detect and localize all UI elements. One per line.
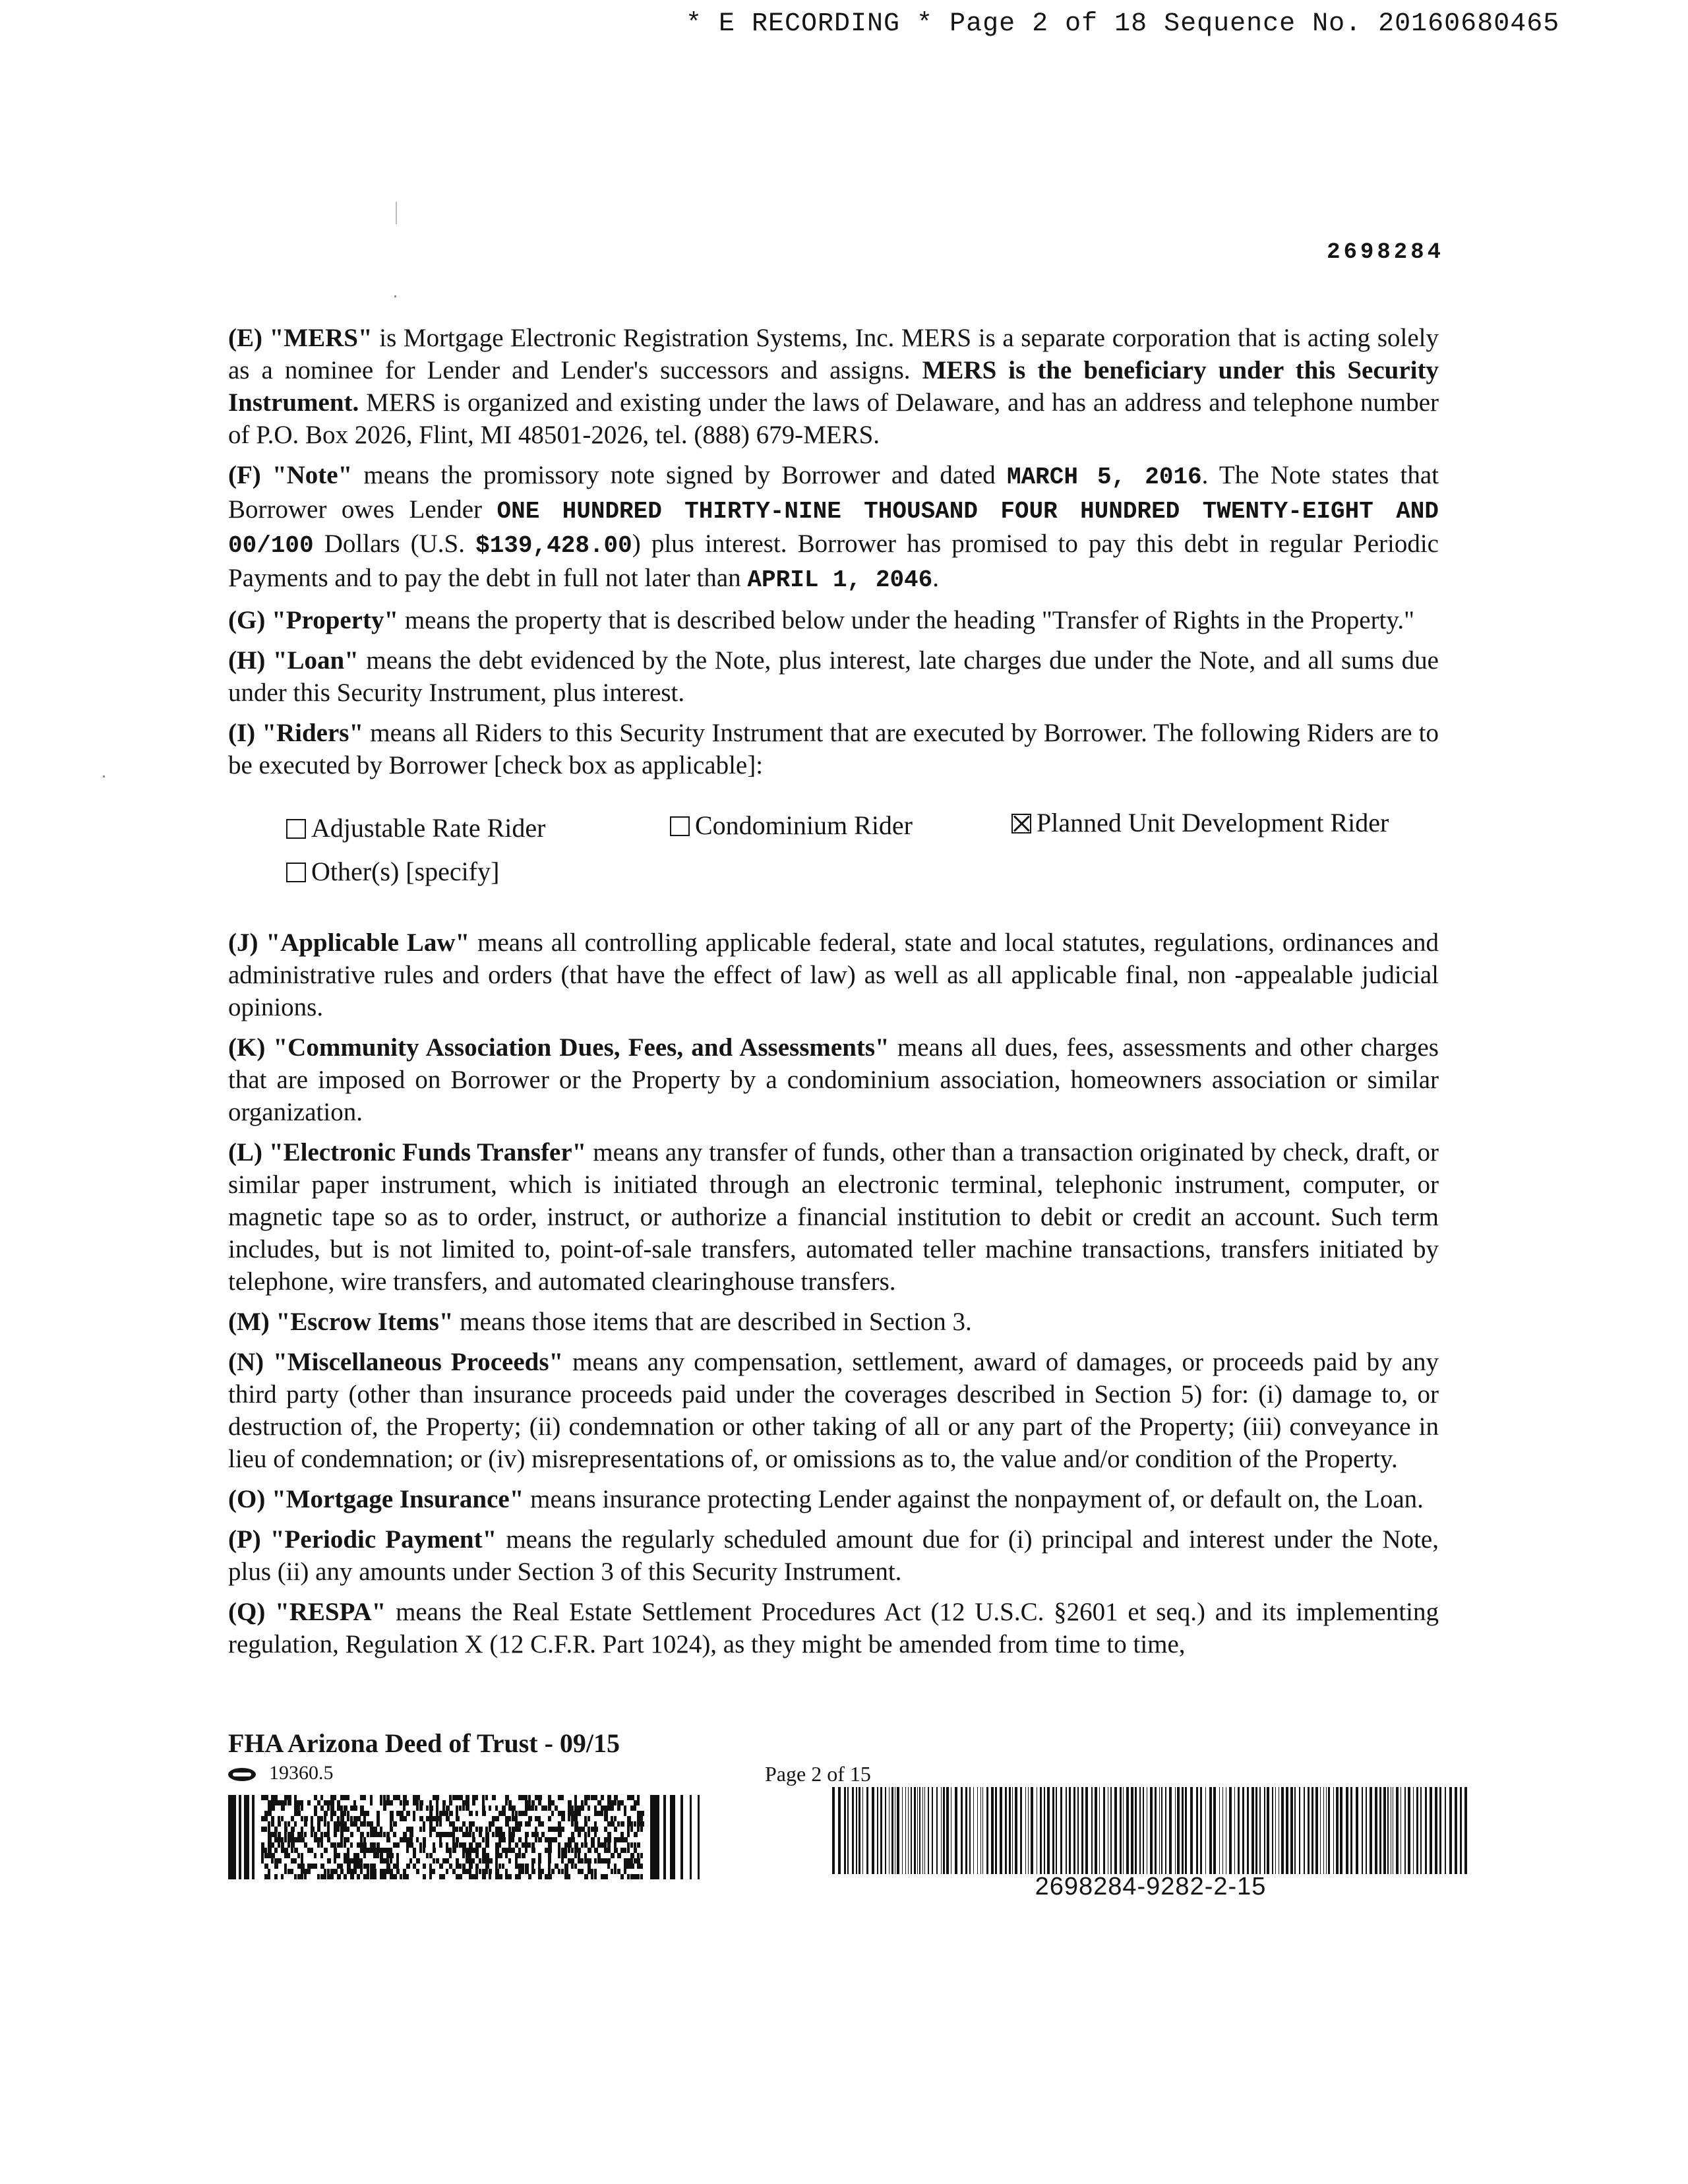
defined-term: "Note" (272, 461, 353, 489)
scan-speck (396, 202, 397, 224)
recording-header: * E RECORDING * Page 2 of 18 Sequence No. 20160680465 (686, 9, 1560, 39)
definition-q (228, 1596, 1439, 1660)
rider-planned-unit-development[interactable] (1011, 806, 1389, 839)
defined-term: "RESPA" (275, 1598, 386, 1626)
document-number: 2698284 (1327, 240, 1444, 265)
definition-text: means all controlling applicable federal, state and local statutes, regulations, ordinances and administrative rules and orders (that have the effect of law) as well as all applicable final, non -appealable judicial opinions. (228, 928, 1439, 1021)
definition-text: is Mortgage Electronic Registration Systems, Inc. MERS is a separate corporation that is acting solely as a nominee for Lender and Lender's successors and assigns. (228, 324, 1439, 384)
checkbox-icon[interactable] (670, 816, 690, 836)
definition-text: means any transfer of funds, other than a transaction originated by check, draft, or similar paper instrument, which is initiated through an electronic terminal, telephonic instrument, computer, or magnetic tape so as to order, instruct, or authorize a financial institution to debit or credit an account. Such term includes, but is not limited to, point-of-sale transfers, automated teller machine transactions, transfers initiated by telephone, wire transfers, and automated clearinghouse transfers. (228, 1138, 1439, 1296)
definition-text: Dollars (U.S. (313, 530, 476, 558)
definition-label: (Q) (228, 1598, 276, 1626)
definition-label: (P) (228, 1525, 270, 1554)
definition-label: (E) (228, 324, 270, 352)
maturity-date: APRIL 1, 2046 (747, 566, 933, 593)
defined-term: "MERS" (269, 324, 373, 352)
definition-text: means the Real Estate Settlement Procedures Act (12 U.S.C. §2601 et seq.) and its implementing regulation, Regulation X (12 C.F.R. Part 1024), as they might be amended from time to time, (228, 1598, 1439, 1658)
rider-adjustable-rate[interactable] (286, 812, 545, 844)
defined-term: "Mortgage Insurance" (272, 1485, 524, 1513)
definition-j (228, 926, 1439, 1023)
defined-term: "Miscellaneous Proceeds" (273, 1348, 564, 1376)
scan-speck (394, 295, 396, 297)
defined-term: "Electronic Funds Transfer" (268, 1138, 587, 1167)
definition-text: MERS is organized and existing under the laws of Delaware, and has an address and telephone number of P.O. Box 2026, Flint, MI 48501-2026, tel. (888) 679-MERS. (228, 388, 1439, 449)
definition-text: means the promissory note signed by Borrower and dated (352, 461, 1007, 489)
definition-text: ) plus interest. Borrower has promised to pay this debt in regular Periodic Payments and to pay the debt in full not later than (228, 530, 1439, 592)
defined-term: "Applicable Law" (266, 928, 470, 957)
definition-text: means the debt evidenced by the Note, plus interest, late charges due under the Note, and all sums due under this Security Instrument, plus interest. (228, 646, 1439, 707)
rider-label: Adjustable Rate Rider (311, 813, 546, 843)
definition-n (228, 1346, 1439, 1475)
definition-text: means the property that is described below under the heading "Transfer of Rights in the Property." (398, 606, 1415, 634)
definition-bold-text: MERS is the beneficiary under this Security Instrument. (228, 356, 1439, 417)
loan-amount-figure: $139,428.00 (475, 532, 632, 559)
ellie-mae-logo-icon (228, 1768, 256, 1781)
riders-checklist (228, 808, 1439, 891)
definition-k (228, 1031, 1439, 1128)
definition-m (228, 1306, 1439, 1338)
definition-label: (K) (228, 1033, 274, 1062)
definition-text: means all dues, fees, assessments and other charges that are imposed on Borrower or the Property by a condominium association, homeowners association or similar organization. (228, 1033, 1439, 1126)
definition-text: means those items that are described in Section 3. (453, 1308, 972, 1336)
rider-label: Condominium Rider (695, 810, 913, 840)
defined-term: "Loan" (272, 646, 359, 675)
defined-term: "Escrow Items" (276, 1308, 454, 1336)
definition-i (228, 717, 1439, 781)
definition-label: (H) (228, 646, 273, 675)
definition-text: means any compensation, settlement, award of damages, or proceeds paid by any third party (other than insurance proceeds paid under the coverages described in Section 5) for: (i) damage to, or destruction of, the Property; (ii) condemnation or other taking of all or any part of the Property; (iii) conveyance in lieu of condemnation; or (iv) misrepresentations of, or omissions as to, the value and/or condition of the Property. (228, 1348, 1439, 1473)
page-number: Page 2 of 15 (765, 1762, 871, 1786)
rider-label: Planned Unit Development Rider (1037, 808, 1389, 837)
rider-label: Other(s) [specify] (311, 857, 500, 886)
definition-l (228, 1136, 1439, 1298)
note-date: MARCH 5, 2016 (1006, 464, 1202, 491)
defined-term: "Riders" (262, 719, 364, 747)
checkbox-icon[interactable] (286, 819, 306, 839)
defined-term: "Property" (272, 606, 399, 634)
rider-other[interactable] (286, 855, 499, 888)
form-title: FHA Arizona Deed of Trust - 09/15 (228, 1728, 620, 1758)
definition-label: (J) (228, 928, 266, 957)
definitions-section (228, 322, 1439, 1668)
pdf417-barcode (228, 1795, 709, 1879)
barcode-number: 2698284-9282-2-15 (1035, 1873, 1267, 1900)
definition-label: (M) (228, 1308, 276, 1336)
definition-label: (F) (228, 461, 272, 489)
definition-text: means the regularly scheduled amount due for (i) principal and interest under the Note, plus (ii) any amounts under Section 3 of this Security Instrument. (228, 1525, 1439, 1586)
definition-label: (G) (228, 606, 272, 634)
definition-text: . The Note states that Borrower owes Lender (228, 461, 1439, 524)
checkbox-icon[interactable] (286, 863, 306, 882)
defined-term: "Community Association Dues, Fees, and Assessments" (273, 1033, 889, 1062)
scan-speck (103, 775, 105, 777)
definition-text: means all Riders to this Security Instrument that are executed by Borrower. The following Riders are to be executed by Borrower [check box as applicable]: (228, 719, 1439, 779)
checked-checkbox-icon[interactable] (1011, 814, 1031, 834)
linear-barcode (832, 1787, 1469, 1874)
definition-o (228, 1483, 1439, 1515)
definition-h (228, 644, 1439, 709)
definition-label: (N) (228, 1348, 274, 1376)
definition-label: (L) (228, 1138, 269, 1167)
form-code: 19360.5 (269, 1762, 334, 1784)
definition-label: (O) (228, 1485, 272, 1513)
definition-p (228, 1523, 1439, 1588)
definition-text: . (932, 564, 940, 592)
definition-g (228, 604, 1439, 636)
definition-label: (I) (228, 719, 262, 747)
definition-e (228, 322, 1439, 451)
rider-condominium[interactable] (670, 809, 913, 841)
definition-f (228, 459, 1439, 596)
loan-amount-words: ONE HUNDRED THIRTY-NINE THOUSAND FOUR HUNDRED TWENTY-EIGHT AND 00/100 (228, 498, 1439, 559)
form-code-row (228, 1762, 334, 1784)
definition-text: means insurance protecting Lender against the nonpayment of, or default on, the Loan. (524, 1485, 1424, 1513)
defined-term: "Periodic Payment" (270, 1525, 497, 1554)
